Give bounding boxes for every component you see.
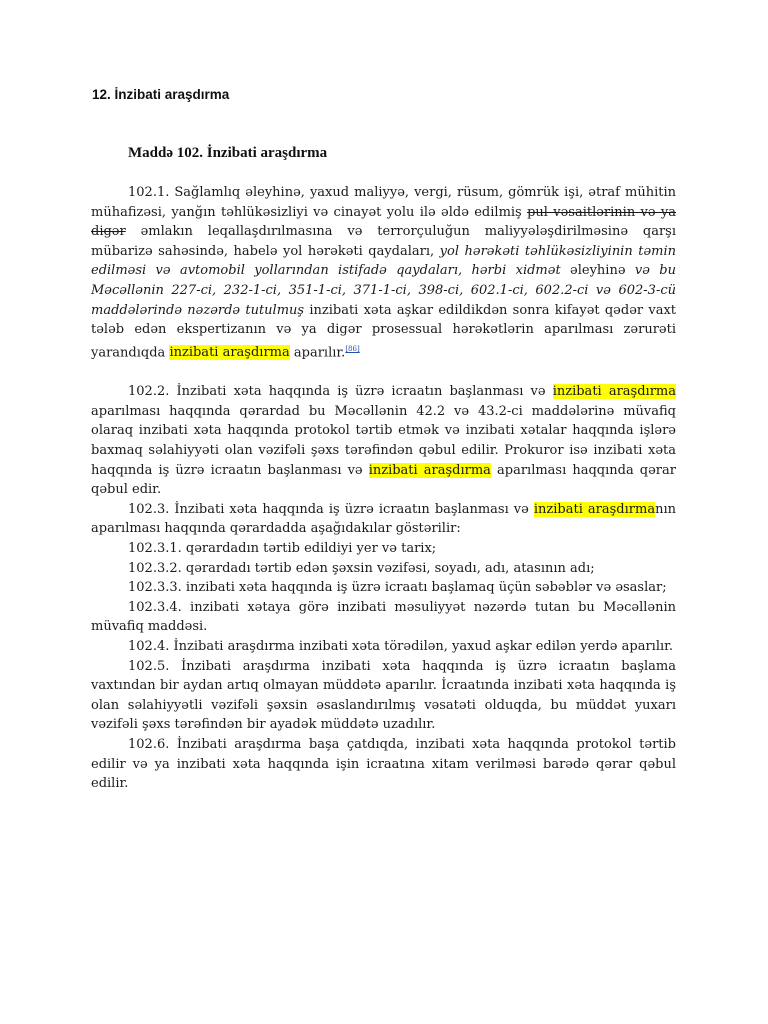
text-run: aparılması haqqında qərar qəbul edir. xyxy=(91,462,676,498)
footnote-link[interactable]: [86] xyxy=(345,344,360,353)
text-run: inzibati xəta aşkar edildikdən sonra kifayət qədər vaxt tələb edən ekspertizanın və ya digər prosessual hərəkətlərin aparılması zərurəti yarandıqda xyxy=(91,302,676,361)
highlighted-term: inzibati araşdırma xyxy=(533,501,656,517)
text-run: əleyhinə xyxy=(560,263,635,279)
highlighted-term: inzibati araşdırma xyxy=(552,384,676,400)
italic-text: və bu Məcəllənin 227-ci, 232-1-ci, 351-1-ci, 371-1-ci, 398-ci, 602.1-ci, 602.2-ci və 602-3-cü maddələrində nəzərdə tutulmuş xyxy=(91,263,677,318)
text-run: nın aparılması haqqında qərardadda aşağıdakılar göstərilir: xyxy=(91,501,676,537)
paragraph-102-5: 102.5. İnzibati araşdırma inzibati xəta haqqında iş üzrə icraatın başlama vaxtından bir aydan artıq olmayan müddətə aparılır. İcraatında inzibati xəta haqqında iş olan səlahiyyətli vəzifəli şəxsin əsaslandırılmış vəsatəti olduqda, bu müddət yuxarı vəzifəli şəxs tərəfindən bir ayadək müddətə uzadılır. xyxy=(91,658,676,733)
list-item-102-3-4: 102.3.4. inzibati xətaya görə inzibati məsuliyyət nəzərdə tutan bu Məcəllənin müvafiq maddəsi. xyxy=(91,599,676,635)
list-item-102-3-2: 102.3.2. qərardadı tərtib edən şəxsin vəzifəsi, soyadı, adı, atasının adı; xyxy=(128,560,595,576)
highlighted-term: inzibati araşdırma xyxy=(169,345,290,361)
paragraph-102-1 xyxy=(91,183,676,363)
list-item-102-3-1: 102.3.1. qərardadın tərtib edildiyi yer və tarix; xyxy=(128,541,437,557)
text-run: əmlakın leqallaşdırılmasına və terrorçuluğun maliyyələşdirilməsinə qarşı mübarizə sahəsində, habelə yol hərəkəti qaydaları, xyxy=(91,224,676,259)
paragraph-102-4: 102.4. İnzibati araşdırma inzibati xəta törədilən, yaxud aşkar edilən yerdə aparılır. xyxy=(128,638,674,654)
struck-text: pul vəsaitlərinin və ya digər xyxy=(91,204,676,240)
text-run: aparılır. xyxy=(289,345,346,361)
list-item-102-3-3: 102.3.3. inzibati xəta haqqında iş üzrə icraatı başlamaq üçün səbəblər və əsaslar; xyxy=(128,580,667,596)
article-body xyxy=(91,183,676,794)
text-run: 102.2. İnzibati xəta haqqında iş üzrə icraatın başlanması və xyxy=(128,384,553,400)
highlighted-term: inzibati araşdırma xyxy=(368,462,491,478)
paragraph-102-6: 102.6. İnzibati araşdırma başa çatdıqda, inzibati xəta haqqında protokol tərtib edilir və ya inzibati xəta haqqında işin icraatına xitam verilməsi barədə qərar qəbul edilir. xyxy=(91,736,676,792)
text-run: 102.3. İnzibati xəta haqqında iş üzrə icraatın başlanması və xyxy=(128,501,534,517)
article-title: Maddə 102. İnzibati araşdırma xyxy=(128,145,328,161)
text-run: aparılması haqqında qərardad bu Məcəllənin 42.2 və 43.2-ci maddələrinə müvafiq olaraq inzibati xəta haqqında protokol tərtib etmək və inzibati xətalar haqqında işlərə baxmaq səlahiyyəti olan vəzifəli şəxs tərəfindən qəbul edilir. Prokuror isə inzibati xəta haqqında iş üzrə icraatın başlanması və xyxy=(91,403,676,478)
section-heading: 12. İnzibati araşdırma xyxy=(92,87,230,102)
italic-text: yol hərəkəti təhlükəsizliyinin təmin edilməsi və avtomobil yollarından istifadə qaydaları, hərbi xidmət xyxy=(91,243,676,279)
paragraph-102-3 xyxy=(91,500,676,539)
text-run: 102.1. Sağlamlıq əleyhinə, yaxud maliyyə, vergi, rüsum, gömrük işi, ətraf mühitin mühafizəsi, yanğın təhlükəsizliyi və cinayət yolu ilə əldə edilmiş xyxy=(91,185,676,220)
paragraph-102-2 xyxy=(91,382,676,500)
